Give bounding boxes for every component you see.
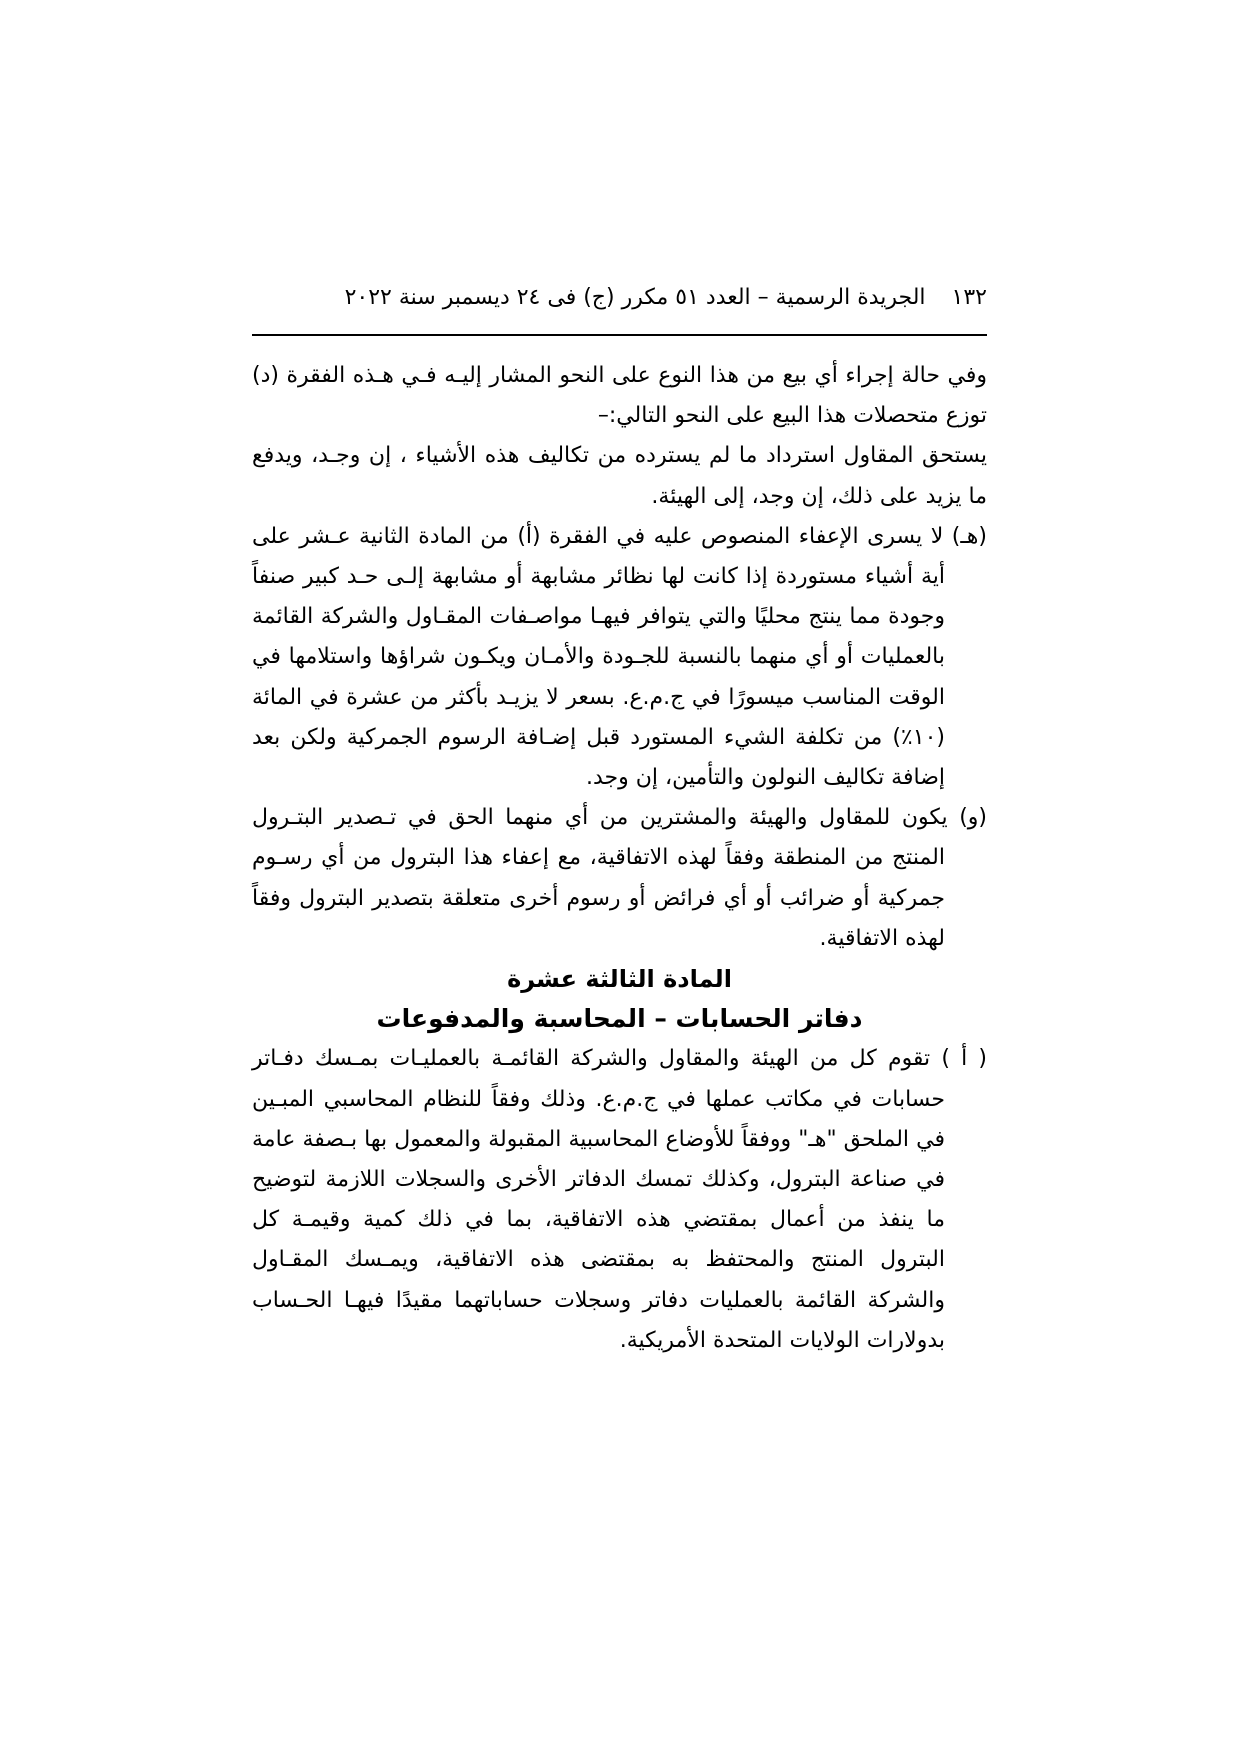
paragraph-alef-accounts: ( أ ) تقوم كل من الهيئة والمقاول والشركة القائمـة بالعمليـات بمـسك دفـاتر حسابات في مكاتب عملها في ج.م.ع. وذلك وفقاً للنظام المحاسبي المبـين في الملحق "هـ" ووفقاً للأوضاع المحاسبية المقبولة والمعمول بها بـصفة عامة في صناعة البترول، وكذلك تمسك الدفاتر الأخرى والسجلات اللازمة لتوضيح ما ينفذ من أعمال بمقتضي هذه الاتفاقية، بما في ذلك كمية وقيمـة كل البترول المنتج والمحتفظ به بمقتضى هذه الاتفاقية، ويمـسك المقـاول والشركة القائمة بالعمليات دفاتر وسجلات حساباتهما مقيدًا فيهـا الحـساب بدولارات الولايات المتحدة الأمريكية. — [252, 1046, 987, 1353]
paragraph-contractor-recovery: يستحق المقاول استرداد ما لم يسترده من تكاليف هذه الأشياء ، إن وجـد، ويدفع ما يزيد على ذلك، إن وجد، إلى الهيئة. — [252, 443, 987, 509]
header-divider — [252, 334, 987, 336]
page-header — [252, 283, 987, 313]
paragraph-sale-proceeds: وفي حالة إجراء أي بيع من هذا النوع على النحو المشار إليـه فـي هـذه الفقرة (د) توزع متحصلات هذا البيع على النحو التالي:– — [252, 363, 987, 429]
gazette-header-title: الجريدة الرسمية – العدد ٥١ مكرر (ج) فى ٢٤ ديسمبر سنة ٢٠٢٢ — [344, 285, 926, 310]
paragraph-waw-export: (و) يكون للمقاول والهيئة والمشترين من أي منهما الحق في تـصدير البتـرول المنتج من المنطقة وفقاً لهذه الاتفاقية، مع إعفاء هذا البترول من أي رسـوم جمركية أو ضرائب أو أي فرائض أو رسوم أخرى متعلقة بتصدير البترول وفقاً لهذه الاتفاقية. — [252, 805, 987, 951]
document-body — [252, 356, 987, 1361]
article-subtitle: دفاتر الحسابات – المحاسبة والمدفوعات — [376, 1004, 863, 1034]
page-number: ١٣٢ — [951, 285, 987, 310]
paragraph-he-exemption: (هـ) لا يسرى الإعفاء المنصوص عليه في الفقرة (أ) من المادة الثانية عـشر على أية أشياء مستوردة إذا كانت لها نظائر مشابهة أو مشابهة إلـى حـد كبير صنفاً وجودة مما ينتج محليًا والتي يتوافر فيهـا مواصـفات المقـاول والشركة القائمة بالعمليات أو أي منهما بالنسبة للجـودة والأمـان ويكـون شراؤها واستلامها في الوقت المناسب ميسورًا في ج.م.ع. بسعر لا يزيـد بأكثر من عشرة في المائة (١٠٪) من تكلفة الشيء المستورد قبل إضـافة الرسوم الجمركية ولكن بعد إضافة تكاليف النولون والتأمين، إن وجد. — [252, 523, 987, 791]
article-title: المادة الثالثة عشرة — [507, 965, 732, 994]
